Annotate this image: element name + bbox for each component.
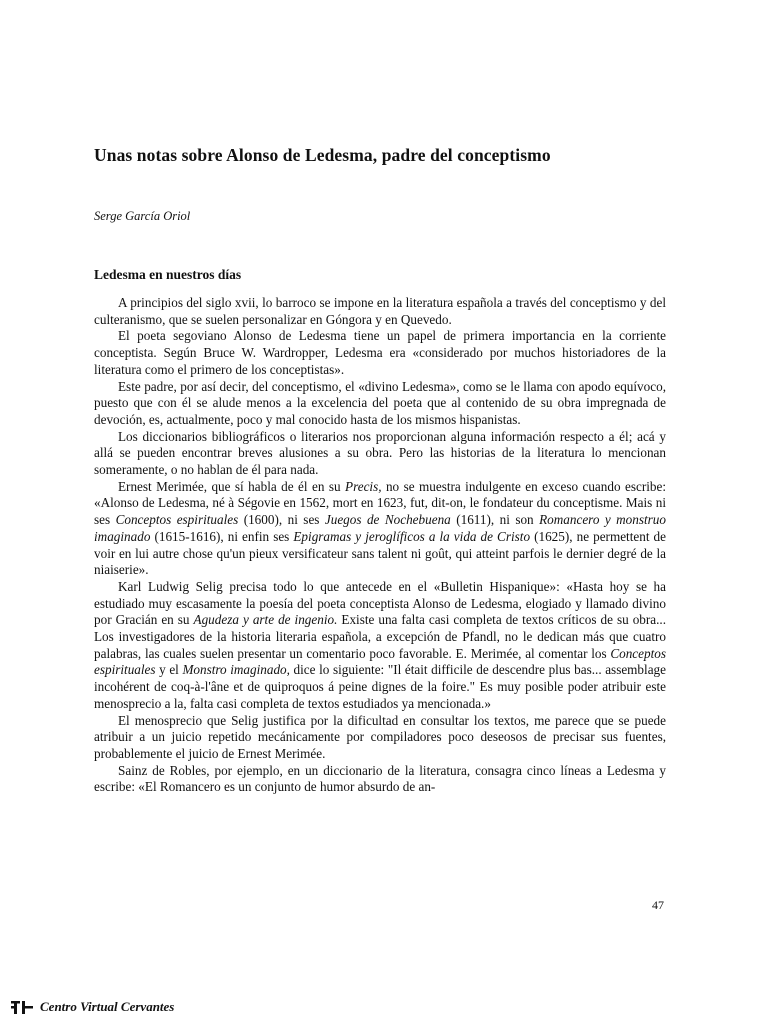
italic-title: Conceptos espirituales [94,645,666,678]
italic-title: Agudeza y arte de ingenio. [193,612,338,628]
text-run: no se muestra indulgente en exceso cuando escribe: «Alonso de Ledesma, né à Ségovie en 1562, mort en 1623, fut, dit-on, le fondateur du conceptisme. Mais ni ses [94,478,666,528]
paragraph-4 [94,429,666,479]
text-run: Este padre, por así decir, del conceptismo, el «divino Ledesma», como se le llama con apodo equívoco, puesto que con él se alude menos a la excelencia del poeta que al contenido de su obra impregnada de devoción, es, actualmente, poco y mal conocido hasta de los mismos hispanistas. [94,378,666,427]
italic-title: Conceptos espirituales [115,512,239,528]
paragraph-6 [94,579,666,713]
text-run: Karl Ludwig Selig precisa todo lo que antecede en el «Bulletin Hispanique»: «Hasta hoy se ha estudiado muy escasamente la poesía del poeta conceptista Alonso de Ledesma, elogiado y llamado divino por Gracián en su [94,578,666,628]
text-run: dice lo siguiente: "Il était difficile de descendre plus bas... assemblage incohérent de coq-à-l'âne et de quiproquos á peine dignes de la foire." Es muy posible poder atribuir este menosprecio a la, falta casi completa de textos estudiados ya mencionada.» [94,662,666,711]
paragraph-2 [94,328,666,378]
italic-title: Precis, [345,478,382,494]
text-run: (1600), ni ses [238,512,325,528]
text-run: (1611), ni son [450,512,540,528]
page-number: 47 [652,898,664,912]
paragraph-3 [94,379,666,429]
italic-title: Monstro imaginado, [182,662,290,678]
text-run: Ernest Merimée, que sí habla de él en su [118,478,346,494]
text-run: Existe una falta casi completa de textos críticos de su obra... Los investigadores de la historia literaria española, a excepción de Pfandl, no le dedican más que cuatro palabras, las cuales suelen presentar un comentario poco favorable. E. Merimée, al comentar los [94,612,667,661]
footer-text: Centro Virtual Cervantes [40,999,175,1014]
italic-title: Romancero y monstruo imaginado [94,512,666,544]
text-run: El menosprecio que Selig justifica por la dificultad en consultar los textos, me parece que se puede atribuir a un juicio repetido mecánicamente por compiladores poco deseosos de precisar sus fuentes, probablemente el juicio de Ernest Merimée. [94,712,666,761]
article-author: Serge García Oriol [94,209,191,223]
text-run: (1625), ne permettent de voir en lui autre chose qu'un pieux versificateur sans talent ni goût, qui atteint parfois le dernier degré de la niaiserie». [94,528,666,578]
italic-title: Epigramas y jeroglíficos a la vida de Cristo [293,528,531,544]
paragraph-1 [94,295,666,328]
article-title: Unas notas sobre Alonso de Ledesma, padre del conceptismo [94,145,551,165]
paragraph-8 [94,763,666,796]
paragraph-5 [94,479,666,579]
text-run: El poeta segoviano Alonso de Ledesma tiene un papel de primera importancia en la corriente conceptista. Según Bruce W. Wardropper, Ledesma era «considerado por muchos historiadores de la literatura como el primero de los conceptistas». [94,328,666,377]
text-run: Los diccionarios bibliográficos o literarios nos proporcionan alguna información respecto a él; acá y allá se pueden encontrar breves alusiones a su obra. Pero las historias de la literatura lo mencionan someramente, o no hablan de él para nada. [94,428,666,478]
text-run: Sainz de Robles, por ejemplo, en un diccionario de la literatura, consagra cinco líneas a Ledesma y escribe: «El Romancero es un conjunto de humor absurdo de an- [94,762,666,795]
text-run: (1615-1616), ni enfin ses [150,528,294,544]
paragraph-7 [94,713,666,763]
text-run: y el [155,662,183,678]
footer-branding [10,999,174,1015]
centro-virtual-cervantes-logo-icon [10,999,34,1015]
italic-title: Juegos de Nochebuena [324,512,451,528]
section-heading: Ledesma en nuestros días [94,267,242,282]
article-body [94,295,666,796]
text-run: A principios del siglo xvii, lo barroco se impone en la literatura española a través del conceptismo y del culteranismo, que se suelen personalizar en Góngora y en Quevedo. [94,295,666,327]
